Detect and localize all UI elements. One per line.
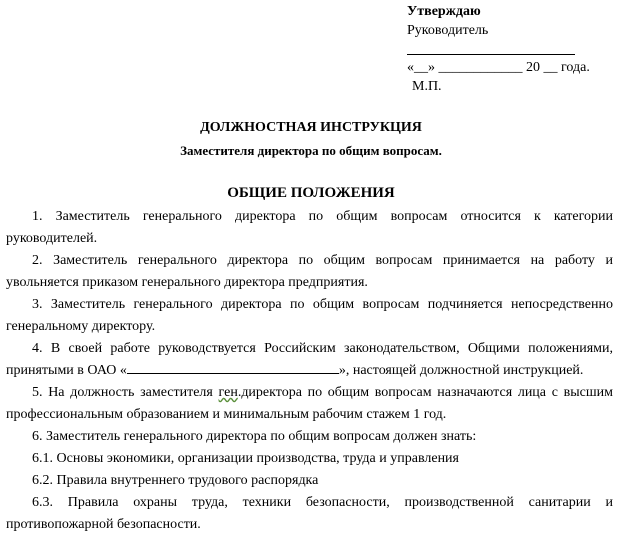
paragraph-6: 6. Заместитель генерального директора по общим вопросам должен знать:: [32, 429, 477, 444]
paragraph-4: [6, 338, 613, 382]
paragraph-6-2: 6.2. Правила внутреннего трудового распорядка: [32, 473, 319, 488]
approval-block: [407, 2, 617, 96]
date-line: «__» ____________ 20 __ года.: [407, 60, 590, 75]
paragraph-3: 3. Заместитель генерального директора по общим вопросам подчиняется непосредственно генеральному директору.: [6, 297, 613, 334]
paragraph-4-end: », настоящей должностной инструкцией.: [338, 363, 584, 378]
paragraph-5-start: 5. На должность заместителя: [32, 385, 219, 400]
section-title: ОБЩИЕ ПОЛОЖЕНИЯ: [227, 185, 395, 201]
document-title: ДОЛЖНОСТНАЯ ИНСТРУКЦИЯ: [200, 120, 422, 135]
paragraph-2: 2. Заместитель генерального директора по общим вопросам принимается на работу и увольняется приказом генерального директора предприятия.: [6, 253, 613, 290]
stamp-label: М.П.: [412, 79, 442, 94]
document-subtitle: Заместителя директора по общим вопросам.: [180, 143, 442, 158]
document-body: [6, 206, 613, 536]
paragraph-4-start: 4. В своей работе руководствуется Российским законодательством, Общими положениями, принятыми в ОАО «: [6, 341, 613, 378]
spellcheck-mark: ген: [218, 385, 238, 400]
approve-label: Утверждаю: [407, 4, 481, 19]
paragraph-6-1: 6.1. Основы экономики, организации производства, труда и управления: [32, 451, 459, 466]
approver-role: Руководитель: [407, 23, 489, 38]
signature-line: [407, 40, 575, 55]
paragraph-5-end: .директора по общим вопросам назначаются лица с высшим профессиональным образованием и минимальным рабочим стажем 1 год.: [6, 385, 613, 422]
paragraph-6-3: 6.3. Правила охраны труда, техники безопасности, производственной санитарии и противопожарной безопасности.: [6, 495, 613, 532]
company-name-blank: [127, 360, 339, 374]
paragraph-5: [6, 382, 613, 426]
paragraph-1: 1. Заместитель генерального директора по общим вопросам относится к категории руководителей.: [6, 209, 613, 246]
